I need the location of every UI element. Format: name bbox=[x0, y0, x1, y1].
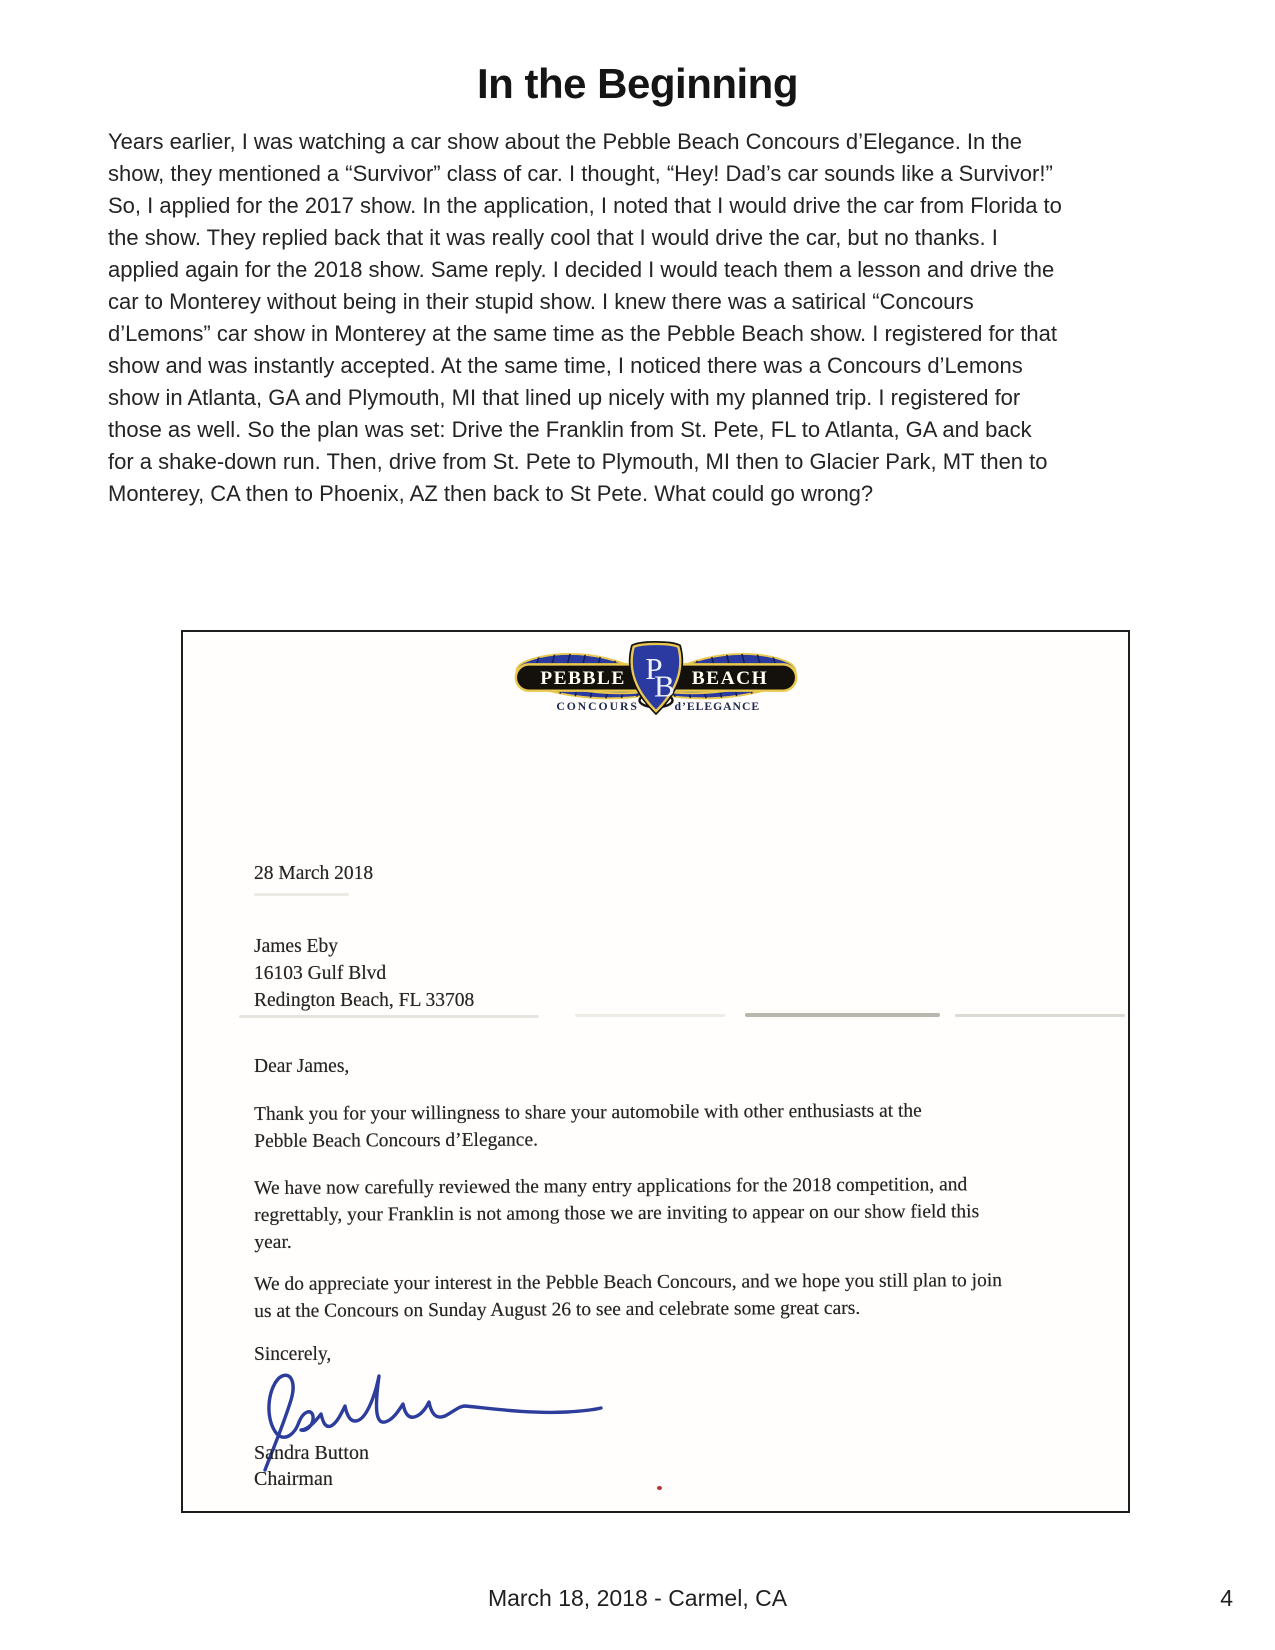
intro-line: show, they mentioned a “Survivor” class of car. I thought, “Hey! Dad’s car sounds like a Survivor!” bbox=[108, 161, 1053, 186]
intro-line: show and was instantly accepted. At the same time, I noticed there was a Concours d’Lemons bbox=[108, 353, 1023, 378]
recipient-block bbox=[254, 933, 474, 1014]
logo-monogram-p: P bbox=[644, 651, 663, 686]
intro-line: Monterey, CA then to Phoenix, AZ then back to St Pete. What could go wrong? bbox=[108, 481, 874, 506]
intro-line: those as well. So the plan was set: Drive the Franklin from St. Pete, FL to Atlanta, GA and back bbox=[108, 417, 1032, 442]
signer-title: Chairman bbox=[254, 1468, 333, 1490]
scan-artifact bbox=[254, 893, 349, 896]
intro-line: the show. They replied back that it was really cool that I would drive the car, but no thanks. I bbox=[108, 225, 998, 250]
page-title: In the Beginning bbox=[477, 60, 798, 107]
intro-paragraph bbox=[108, 126, 1178, 510]
logo-tagline-left: CONCOURS bbox=[555, 700, 639, 714]
logo-name-left: PEBBLE bbox=[539, 667, 626, 689]
salutation: Dear James, bbox=[254, 1056, 350, 1077]
scan-artifact bbox=[575, 1014, 725, 1017]
letter-paragraph bbox=[254, 1171, 979, 1256]
intro-line: car to Monterey without being in their stupid show. I knew there was a satirical “Concours bbox=[108, 289, 974, 314]
letter-line: Pebble Beach Concours d’Elegance. bbox=[254, 1129, 538, 1152]
signer-name: Sandra Button bbox=[254, 1442, 369, 1464]
letter-date: 28 March 2018 bbox=[254, 863, 374, 884]
recipient-address-line: Redington Beach, FL 33708 bbox=[254, 990, 475, 1011]
letter-paragraph bbox=[254, 1267, 1002, 1325]
letter-paragraph bbox=[254, 1098, 922, 1155]
logo-name-right: BEACH bbox=[691, 667, 768, 689]
letter-line: us at the Concours on Sunday August 26 to see and celebrate some great cars. bbox=[254, 1297, 861, 1322]
intro-line: So, I applied for the 2017 show. In the application, I noted that I would drive the car from Florida to bbox=[108, 193, 1062, 218]
letter-line: Thank you for your willingness to share your automobile with other enthusiasts at the bbox=[254, 1100, 922, 1125]
letter-line: regrettably, your Franklin is not among those we are inviting to appear on our show field this bbox=[254, 1201, 980, 1226]
letter-line: year. bbox=[254, 1231, 292, 1253]
intro-line: applied again for the 2018 show. Same reply. I decided I would teach them a lesson and drive the bbox=[108, 257, 1055, 282]
scan-artifact bbox=[745, 1013, 940, 1017]
intro-line: Years earlier, I was watching a car show about the Pebble Beach Concours d’Elegance. In the bbox=[108, 129, 1022, 154]
intro-line: for a shake-down run. Then, drive from St. Pete to Plymouth, MI then to Glacier Park, MT then to bbox=[108, 449, 1048, 474]
letter-line: We do appreciate your interest in the Pebble Beach Concours, and we hope you still plan to join bbox=[254, 1270, 1003, 1295]
scan-artifact bbox=[955, 1014, 1125, 1017]
pebble-beach-badge-icon bbox=[510, 640, 802, 718]
footer-date-location: March 18, 2018 - Carmel, CA bbox=[487, 1585, 788, 1611]
page-number: 4 bbox=[1220, 1585, 1233, 1611]
recipient-name: James Eby bbox=[254, 936, 338, 957]
intro-line: d’Lemons” car show in Monterey at the same time as the Pebble Beach show. I registered for that bbox=[108, 321, 1057, 346]
letter-scan bbox=[181, 630, 1130, 1513]
letter-line: We have now carefully reviewed the many entry applications for the 2018 competition, and bbox=[254, 1174, 968, 1199]
logo-monogram-b: B bbox=[653, 668, 675, 704]
recipient-address-line: 16103 Gulf Blvd bbox=[254, 963, 387, 984]
scan-artifact bbox=[239, 1015, 539, 1018]
intro-line: show in Atlanta, GA and Plymouth, MI that lined up nicely with my planned trip. I registered for bbox=[108, 385, 1021, 410]
letter-content bbox=[185, 634, 1126, 1509]
logo-tagline-right: d’ELEGANCE bbox=[674, 700, 760, 714]
pebble-beach-logo bbox=[185, 640, 1126, 723]
signature-block bbox=[254, 1440, 369, 1492]
scan-artifact-red-dot bbox=[657, 1486, 662, 1490]
closing: Sincerely, bbox=[254, 1344, 332, 1365]
